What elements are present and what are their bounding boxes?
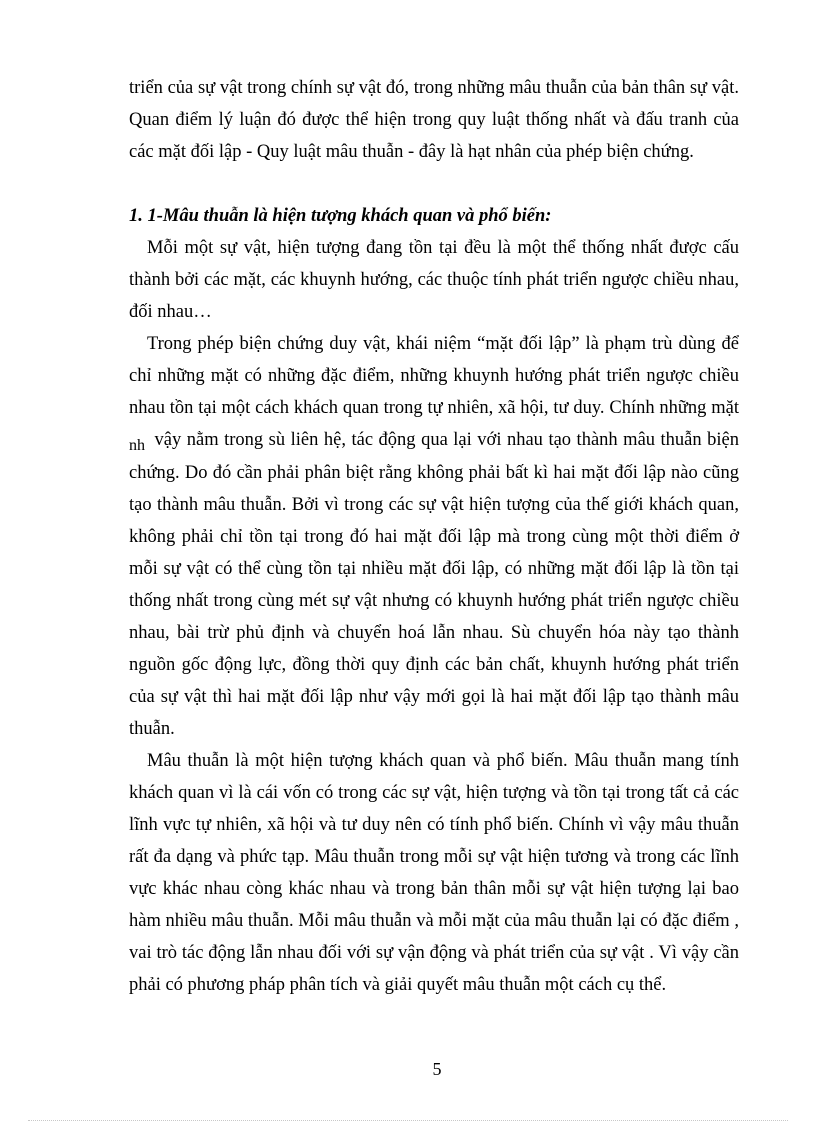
paragraph-objective: Mâu thuẫn là một hiện tượng khách quan và phổ biến. Mâu thuẫn mang tính khách quan vì là cái vốn có trong các sự vật, hiện tượng và tồn tại trong tất cả các lĩnh vực tự nhiên, xã hội và tư duy nên có tính phổ biến. Chính vì vậy mâu thuẫn rất đa dạng và phức tạp. Mâu thuẫn trong mỗi sự vật hiện tương và trong các lĩnh vực khác nhau còng khác nhau và trong bản thân mỗi sự vật hiện tượng lại bao hàm nhiều mâu thuẫn. Mỗi mâu thuẫn và mỗi mặt của mâu thuẫn lại có đặc điểm , vai trò tác động lẫn nhau đối với sự vận động và phát triển của sự vật . Vì vậy cần phải có phương pháp phân tích và giải quyết mâu thuẫn một cách cụ thể. (129, 751, 739, 995)
document-body (129, 72, 739, 1001)
page-number: 5 (432, 1059, 442, 1079)
subscript-fragment: nh (129, 437, 145, 454)
paragraph-opposites (129, 328, 739, 745)
paragraph-intro: triển của sự vật trong chính sự vật đó, trong những mâu thuẫn của bản thân sự vật. Quan điểm lý luận đó được thể hiện trong quy luật thống nhất và đấu tranh của các mặt đối lập - Quy luật mâu thuẫn - đây là hạt nhân của phép biện chứng. (129, 78, 739, 162)
paragraph-opposites-part1: Trong phép biện chứng duy vật, khái niệm “mặt đối lập” là phạm trù dùng để chỉ những mặt có những đặc điểm, những khuynh hướng phát triển ngược chiều nhau tồn tại một cách khách quan trong tự nhiên, xã hội, tư duy. Chính những mặt (129, 334, 739, 418)
footer-divider (28, 1120, 788, 1121)
paragraph-definition: Mỗi một sự vật, hiện tượng đang tồn tại đều là một thể thống nhất được cấu thành bởi các mặt, các khuynh hướng, các thuộc tính phát triển ngược chiều nhau, đối nhau… (129, 238, 739, 322)
paragraph-opposites-part2: vậy nằm trong sù liên hệ, tác động qua lại với nhau tạo thành mâu thuẫn biện chứng. Do đó cần phải phân biệt rằng không phải bất kì hai mặt đối lập nào cũng tạo thành mâu thuẫn. Bởi vì trong các sự vật hiện tượng của thế giới khách quan, không phải chỉ tồn tại trong đó hai mặt đối lập mà trong cùng một thời điểm ở mỗi sự vật có thể cùng tồn tại nhiều mặt đối lập, có những mặt đối lập là tồn tại thống nhất trong cùng mét sự vật nhưng có khuynh hướng phát triển ngược chiều nhau, bài trừ phủ định và chuyển hoá lẫn nhau. Sù chuyển hóa này tạo thành nguồn gốc động lực, đồng thời quy định các bản chất, khuynh hướng phát triển của sự vật thì hai mặt đối lập như vậy mới gọi là hai mặt đối lập tạo thành mâu thuẫn. (129, 430, 739, 739)
section-heading: 1. 1-Mâu thuẫn là hiện tượng khách quan và phổ biến: (129, 206, 552, 226)
